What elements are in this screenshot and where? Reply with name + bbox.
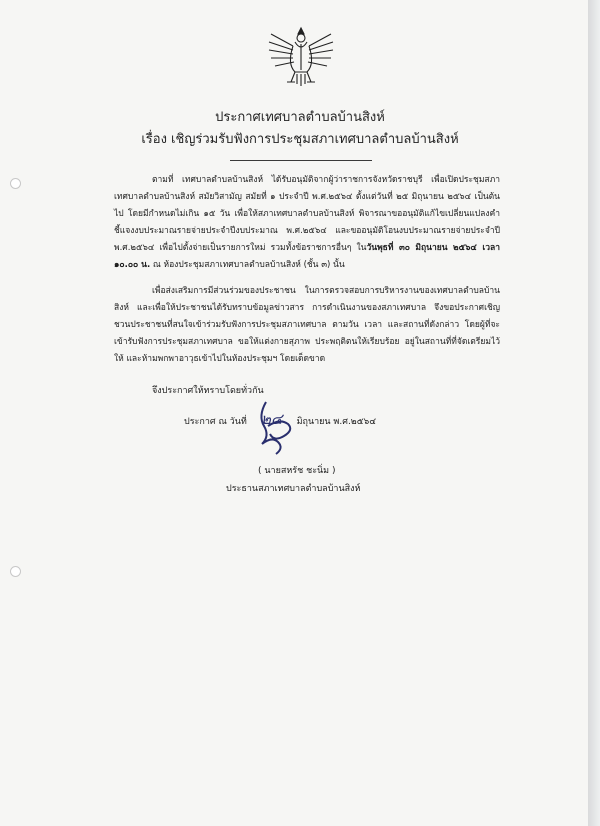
date-day-handwritten: ๒๔ — [261, 410, 283, 428]
document-subject: เรื่อง เชิญร่วมรับฟังการประชุมสภาเทศบาลตำบลบ้านสิงห์ — [141, 132, 459, 147]
date-suffix: มิถุนายน พ.ศ.๒๕๖๔ — [296, 417, 377, 427]
meeting-datetime: วันพุธที่ ๓๐ มิถุนายน ๒๕๖๔ เวลา ๑๐.๐๐ น. — [114, 243, 500, 270]
punch-hole-bottom — [10, 566, 21, 577]
signature-icon — [248, 396, 302, 458]
signer-position: ประธานสภาเทศบาลตำบลบ้านสิงห์ — [226, 484, 361, 494]
paragraph-text: ณ ห้องประชุมสภาเทศบาลตำบลบ้านสิงห์ (ชั้น ๓) นั้น — [150, 260, 345, 270]
paragraph-meeting-details — [114, 172, 500, 274]
document-title: ประกาศเทศบาลตำบลบ้านสิงห์ — [215, 110, 385, 125]
paragraph-text: ตามที่ เทศบาลตำบลบ้านสิงห์ ได้รับอนุมัติจากผู้ว่าราชการจังหวัดราชบุรี เพื่อเปิดประชุมสภาเทศบาลตำบลบ้านสิงห์ สมัยวิสามัญ สมัยที่ ๑ ประจำปี พ.ศ.๒๕๖๔ ตั้งแต่วันที่ ๒๕ มิถุนายน ๒๕๖๔ เป็นต้นไป โดยมีกำหนดไม่เกิน ๑๕ วัน เพื่อให้สภาเทศบาลตำบลบ้านสิงห์ พิจารณาขออนุมัติแก้ไขเปลี่ยนแปลงคำชี้แจงงบประมาณรายจ่ายประจำปีงบประมาณ พ.ศ.๒๕๖๔ และขออนุมัติโอนงบประมาณรายจ่ายประจำปี พ.ศ.๒๕๖๔ เพื่อไปตั้งจ่ายเป็นรายการใหม่ รวมทั้งข้อราชการอื่นๆ ใน — [114, 175, 500, 253]
paragraph-invitation: เพื่อส่งเสริมการมีส่วนร่วมของประชาชน ในการตรวจสอบการบริหารงานของเทศบาลตำบลบ้านสิงห์ และเพื่อให้ประชาชนได้รับทราบข้อมูลข่าวสาร การดำเนินงานของสภาเทศบาล จึงขอประกาศเชิญชวนประชาชนที่สนใจเข้าร่วมรับฟังการประชุมสภาเทศบาล ตามวัน เวลา และสถานที่ดังกล่าว โดยผู้ที่จะเข้ารับฟังการประชุมสภาเทศบาล ขอให้แต่งกายสุภาพ ประพฤติตนให้เรียบร้อย อยู่ในสถานที่ที่จัดเตรียมไว้ให้ และห้ามพกพาอาวุธเข้าไปในห้องประชุมฯ โดยเด็ดขาด — [114, 286, 500, 364]
date-prefix: ประกาศ ณ วันที่ — [184, 417, 247, 427]
notice-text: จึงประกาศให้ทราบโดยทั่วกัน — [152, 386, 264, 396]
punch-hole-top — [10, 178, 21, 189]
garuda-emblem-icon — [263, 24, 339, 88]
signer-name: ( นายสหรัช ชะนิ่ม ) — [258, 466, 336, 476]
divider — [230, 160, 372, 161]
